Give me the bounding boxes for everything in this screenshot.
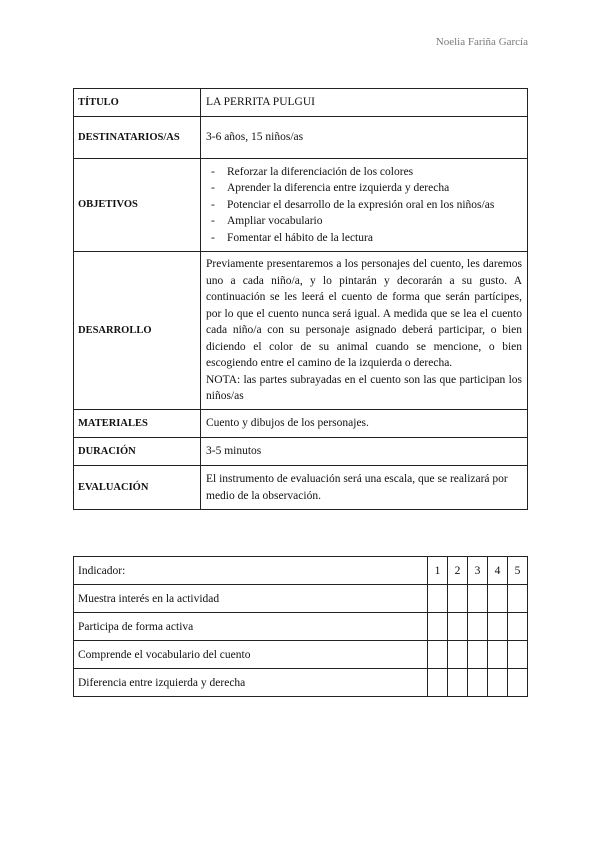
score-cell [508, 613, 528, 641]
score-cell [508, 585, 528, 613]
row-objetivos [74, 159, 528, 252]
score-cell [468, 613, 488, 641]
objetivos-value [201, 159, 528, 252]
score-cell [428, 669, 448, 697]
scale-row [74, 585, 528, 613]
scale-row [74, 613, 528, 641]
destinatarios-value: 3-6 años, 15 niños/as [201, 117, 528, 159]
objetivo-item: - Potenciar el desarrollo de la expresión oral en los niños/as [206, 197, 522, 214]
duracion-value: 3-5 minutos [201, 438, 528, 466]
objetivo-item: - Reforzar la diferenciación de los colores [206, 164, 522, 181]
score-cell [468, 641, 488, 669]
level-header: 3 [468, 557, 488, 585]
level-header: 5 [508, 557, 528, 585]
score-cell [448, 641, 468, 669]
desarrollo-note: NOTA: las partes subrayadas en el cuento son las que participan los niños/as [206, 373, 522, 403]
evaluacion-label: EVALUACIÓN [74, 466, 201, 510]
desarrollo-text: Previamente presentaremos a los personajes del cuento, les daremos uno a cada niño/a, y lo pintarán y decorarán a su gusto. A continuación se les leerá el cuento de forma que serán partícipes, por lo que el cuento nunca será igual. A medida que se lea el cuento cada niño/a con su personaje asignado deberá participar, o bien diciendo el color de su animal cuando se mencione, o bien escogiendo entre el camino de la izquierda o derecha. [206, 258, 522, 370]
score-cell [468, 669, 488, 697]
level-header: 1 [428, 557, 448, 585]
score-cell [428, 585, 448, 613]
row-evaluacion [74, 466, 528, 510]
objetivos-list [206, 164, 522, 247]
score-cell [448, 613, 468, 641]
score-cell [428, 613, 448, 641]
titulo-value: LA PERRITA PULGUI [201, 89, 528, 117]
indicator-header: Indicador: [74, 557, 428, 585]
score-cell [468, 585, 488, 613]
score-cell [428, 641, 448, 669]
activity-plan-table [73, 88, 528, 510]
materiales-label: MATERIALES [74, 410, 201, 438]
indicator-label: Participa de forma activa [74, 613, 428, 641]
scale-row [74, 641, 528, 669]
score-cell [508, 669, 528, 697]
row-duracion [74, 438, 528, 466]
desarrollo-value [201, 252, 528, 410]
titulo-label: TÍTULO [74, 89, 201, 117]
duracion-label: DURACIÓN [74, 438, 201, 466]
objetivo-item: - Aprender la diferencia entre izquierda y derecha [206, 180, 522, 197]
desarrollo-label: DESARROLLO [74, 252, 201, 410]
score-cell [488, 641, 508, 669]
score-cell [448, 669, 468, 697]
destinatarios-label: DESTINATARIOS/AS [74, 117, 201, 159]
objetivos-label: OBJETIVOS [74, 159, 201, 252]
indicator-label: Diferencia entre izquierda y derecha [74, 669, 428, 697]
row-destinatarios [74, 117, 528, 159]
score-cell [448, 585, 468, 613]
score-cell [508, 641, 528, 669]
indicator-label: Comprende el vocabulario del cuento [74, 641, 428, 669]
indicator-label: Muestra interés en la actividad [74, 585, 428, 613]
score-cell [488, 585, 508, 613]
row-titulo [74, 89, 528, 117]
evaluation-scale-table [73, 556, 528, 697]
score-cell [488, 669, 508, 697]
level-header: 2 [448, 557, 468, 585]
materiales-value: Cuento y dibujos de los personajes. [201, 410, 528, 438]
objetivo-item: - Fomentar el hábito de la lectura [206, 230, 522, 247]
author-name: Noelia Fariña García [435, 36, 528, 48]
level-header: 4 [488, 557, 508, 585]
row-materiales [74, 410, 528, 438]
objetivo-item: - Ampliar vocabulario [206, 213, 522, 230]
scale-header-row [74, 557, 528, 585]
scale-row [74, 669, 528, 697]
row-desarrollo [74, 252, 528, 410]
evaluacion-value: El instrumento de evaluación será una escala, que se realizará por medio de la observación. [201, 466, 528, 510]
score-cell [488, 613, 508, 641]
